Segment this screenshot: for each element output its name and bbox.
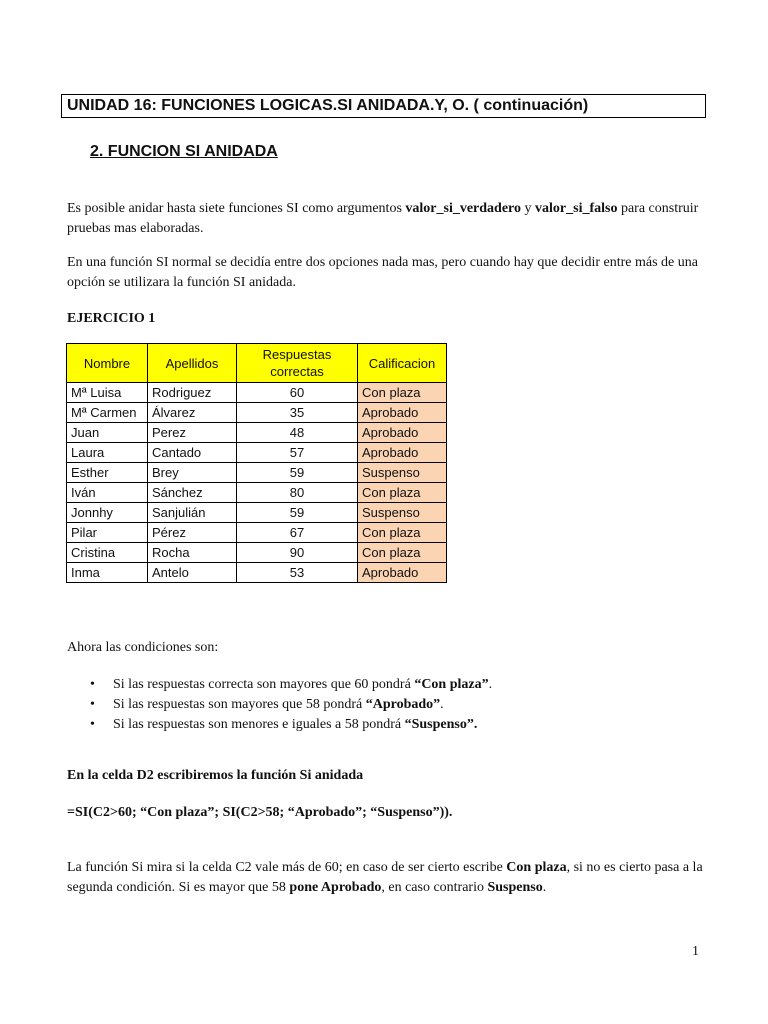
table-row [67,423,447,443]
cell-calificacion: Con plaza [358,543,447,563]
cell-nombre: Cristina [67,543,148,563]
condition-item [90,675,492,695]
conditions-intro: Ahora las condiciones son: [67,640,219,655]
cell-calificacion: Aprobado [358,423,447,443]
table-row [67,443,447,463]
cell-nombre: Laura [67,443,148,463]
table-row [67,523,447,543]
cell-nombre: Mª Carmen [67,403,148,423]
cell-respuestas: 53 [237,563,358,583]
exercise-heading: EJERCICIO 1 [67,311,156,326]
table-row [67,543,447,563]
expl-bold-c: Suspenso [487,880,543,895]
document-title: UNIDAD 16: FUNCIONES LOGICAS.SI ANIDADA.Y, O. ( continuación) [61,94,706,118]
bullet-icon: • [90,697,95,712]
cell-nombre: Jonnhy [67,503,148,523]
page-number: 1 [692,944,699,959]
cell-apellidos: Rocha [148,543,237,563]
cell-respuestas: 67 [237,523,358,543]
cell-calificacion: Aprobado [358,563,447,583]
intro-text-c: para construir pruebas mas elaboradas. [67,201,699,236]
intro-bold-b: valor_si_falso [535,201,618,216]
cell-nombre: Pilar [67,523,148,543]
section-heading: 2. FUNCION SI ANIDADA [90,143,278,160]
expl-text-b: , si no es cierto pasa a la segunda condición. Si es mayor que 58 [67,860,703,895]
d2-heading: En la celda D2 escribiremos la función Si anidada [67,768,364,783]
cell-respuestas: 57 [237,443,358,463]
expl-bold-a: Con plaza [506,860,567,875]
cell-respuestas: 48 [237,423,358,443]
condition-item [90,715,492,735]
cell-respuestas: 59 [237,503,358,523]
condition-result: “Con plaza” [414,677,489,692]
header-nombre: Nombre [67,344,148,383]
intro-text-a: Es posible anidar hasta siete funciones SI como argumentos [67,201,406,216]
cell-apellidos: Cantado [148,443,237,463]
cell-apellidos: Álvarez [148,403,237,423]
bullet-icon: • [90,717,95,732]
cell-calificacion: Con plaza [358,523,447,543]
cell-calificacion: Con plaza [358,383,447,403]
table-body [67,383,447,583]
grades-table [66,343,447,583]
intro-text-b: y [521,201,536,216]
formula-explanation [67,858,717,898]
cell-calificacion: Suspenso [358,463,447,483]
table-row [67,463,447,483]
cell-nombre: Inma [67,563,148,583]
cell-apellidos: Brey [148,463,237,483]
cell-respuestas: 80 [237,483,358,503]
table-row [67,383,447,403]
table-row [67,483,447,503]
cell-calificacion: Con plaza [358,483,447,503]
header-calificacion: Calificacion [358,344,447,383]
cell-respuestas: 35 [237,403,358,423]
cell-apellidos: Rodriguez [148,383,237,403]
cell-calificacion: Aprobado [358,403,447,423]
cell-apellidos: Perez [148,423,237,443]
cell-apellidos: Antelo [148,563,237,583]
cell-respuestas: 59 [237,463,358,483]
conditions-list [90,675,492,735]
cell-calificacion: Suspenso [358,503,447,523]
condition-tail: . [488,677,493,692]
table-row [67,403,447,423]
intro-paragraph [67,199,717,239]
condition-tail: . [440,697,444,712]
table-row [67,503,447,523]
expl-text-c: , en caso contrario [381,880,488,895]
cell-nombre: Juan [67,423,148,443]
table-header-row [67,344,447,383]
cell-calificacion: Aprobado [358,443,447,463]
cell-apellidos: Sanjulián [148,503,237,523]
intro-bold-a: valor_si_verdadero [405,201,522,216]
explanation-paragraph: En una función SI normal se decidía entre dos opciones nada mas, pero cuando hay que decidir entre más de una opción se utilizara la función SI anidada. [67,255,698,290]
condition-text: Si las respuestas son menores e iguales a 58 pondrá [113,717,405,732]
header-apellidos: Apellidos [148,344,237,383]
cell-respuestas: 60 [237,383,358,403]
condition-result: “Aprobado” [365,697,441,712]
condition-text: Si las respuestas correcta son mayores que 60 pondrá [113,677,415,692]
formula-text: =SI(C2>60; “Con plaza”; SI(C2>58; “Aprobado”; “Suspenso”)). [67,805,453,820]
condition-result: “Suspenso”. [404,717,478,732]
table-row [67,563,447,583]
expl-text-a: La función Si mira si la celda C2 vale más de 60; en caso de ser cierto escribe [67,860,507,875]
expl-bold-b: pone Aprobado [289,880,382,895]
condition-item [90,695,492,715]
bullet-icon: • [90,677,95,692]
expl-text-d: . [542,880,547,895]
header-respuestas: Respuestas correctas [237,344,358,383]
cell-nombre: Iván [67,483,148,503]
cell-apellidos: Sánchez [148,483,237,503]
condition-text: Si las respuestas son mayores que 58 pondrá [113,697,366,712]
cell-nombre: Esther [67,463,148,483]
cell-nombre: Mª Luisa [67,383,148,403]
cell-apellidos: Pérez [148,523,237,543]
cell-respuestas: 90 [237,543,358,563]
